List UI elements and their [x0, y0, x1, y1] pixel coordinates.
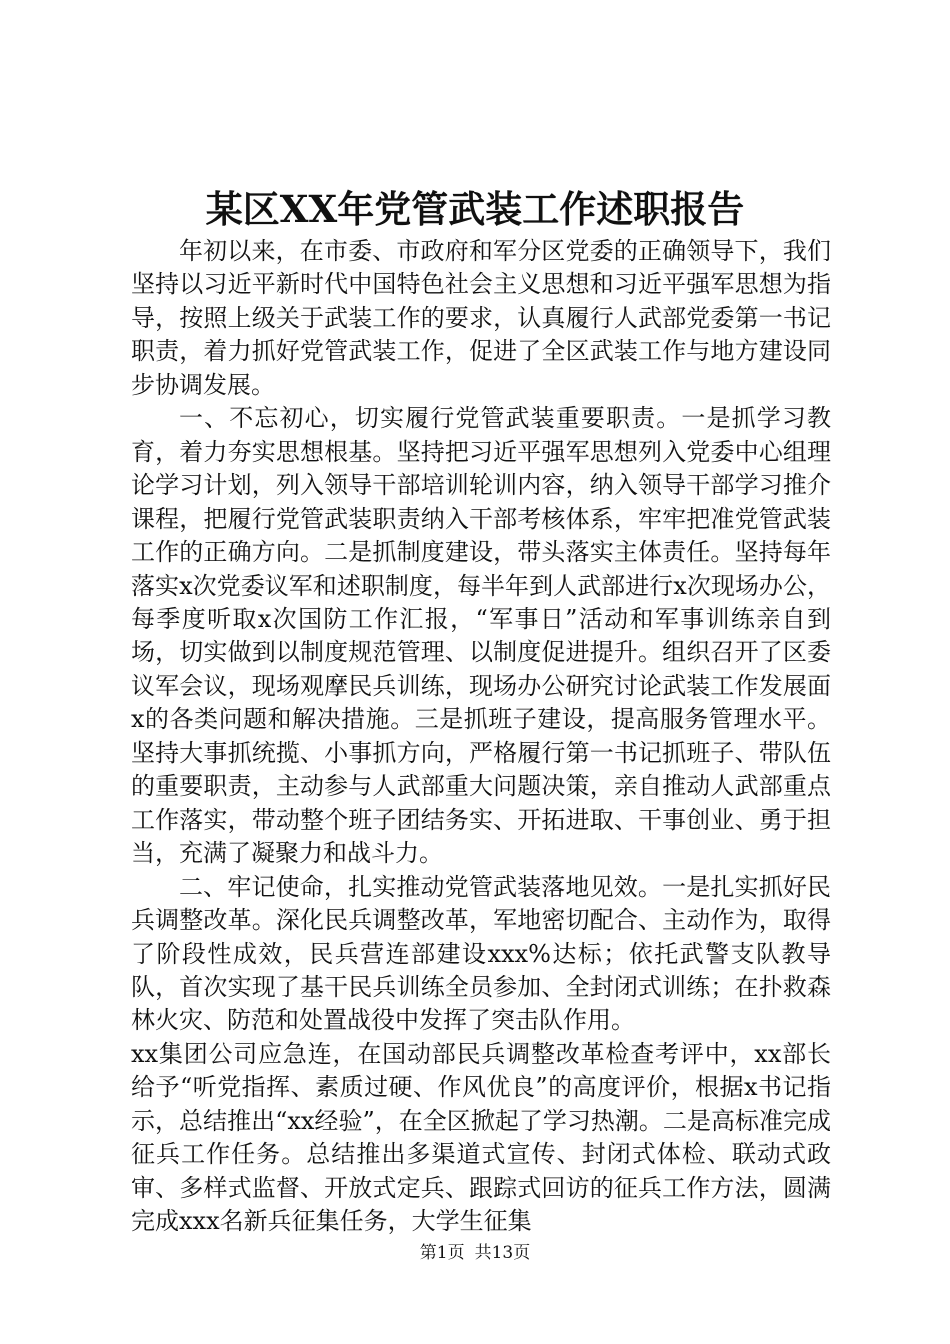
document-body	[131, 235, 831, 1239]
paragraph-section-two-continued: xx集团公司应急连，在国动部民兵调整改革检查考评中，xx部长给予“听党指挥、素质过硬、作风优良”的高度评价，根据x书记指示，总结推出“xx经验”，在全区掀起了学习热潮。二是高标准完成征兵工作任务。总结推出多渠道式宣传、封闭式体检、联动式政审、多样式监督、开放式定兵、跟踪式回访的征兵工作方法，圆满完成xxx名新兵征集任务，大学生征集	[131, 1039, 831, 1236]
page-number-total: 共13页	[474, 1243, 531, 1263]
paragraph-intro: 年初以来，在市委、市政府和军分区党委的正确领导下，我们坚持以习近平新时代中国特色社会主义思想和习近平强军思想为指导，按照上级关于武装工作的要求，认真履行人武部党委第一书记职责，着力抓好党管武装工作，促进了全区武装工作与地方建设同步协调发展。	[131, 237, 831, 399]
document-title: 某区XX年党管武装工作述职报告	[205, 187, 745, 231]
paragraph-section-one: 一、不忘初心，切实履行党管武装重要职责。一是抓学习教育，着力夯实思想根基。坚持把习近平强军思想列入党委中心组理论学习计划，列入领导干部培训轮训内容，纳入领导干部学习推介课程，把履行党管武装职责纳入干部考核体系，牢牢把准党管武装工作的正确方向。二是抓制度建设，带头落实主体责任。坚持每年落实x次党委议军和述职制度，每半年到人武部进行x次现场办公，每季度听取x次国防工作汇报，“军事日”活动和军事训练亲自到场，切实做到以制度规范管理、以制度促进提升。组织召开了区委议军会议，现场观摩民兵训练，现场办公研究讨论武装工作发展面x的各类问题和解决措施。三是抓班子建设，提高服务管理水平。坚持大事抓统揽、小事抓方向，严格履行第一书记抓班子、带队伍的重要职责，主动参与人武部重大问题决策，亲自推动人武部重点工作落实，带动整个班子团结务实、开拓进取、干事创业、勇于担当，充满了凝聚力和战斗力。	[131, 404, 831, 868]
page-footer	[0, 1241, 950, 1265]
paragraph-section-two: 二、牢记使命，扎实推动党管武装落地见效。一是扎实抓好民兵调整改革。深化民兵调整改革，军地密切配合、主动作为，取得了阶段性成效，民兵营连部建设xxx%达标；依托武警支队教导队，首次实现了基干民兵训练全员参加、全封闭式训练；在扑救森林火灾、防范和处置战役中发挥了突击队作用。	[131, 872, 831, 1035]
page-number-current: 第1页	[419, 1243, 465, 1263]
